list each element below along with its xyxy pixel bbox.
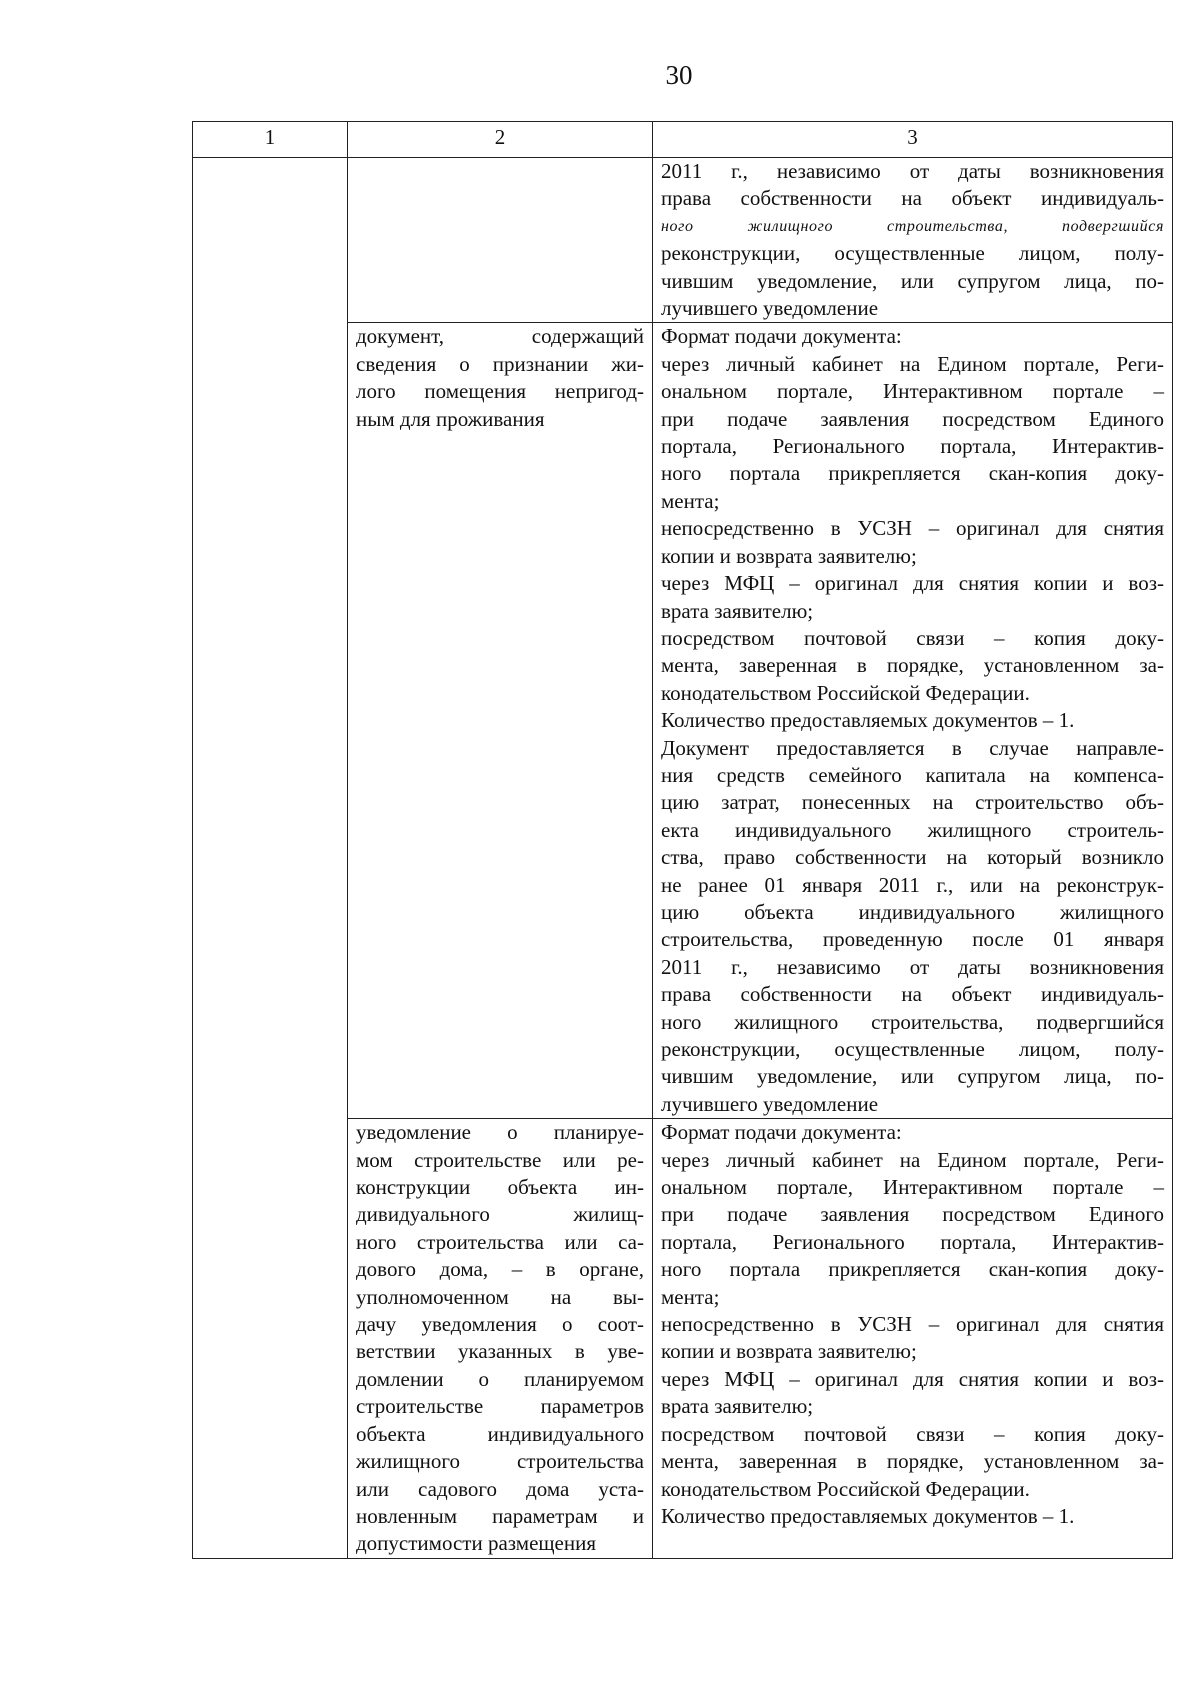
text-line: врата заявителю; — [661, 1394, 814, 1419]
text-line: через личный кабинет на Едином портале, Реги- — [661, 1147, 1164, 1172]
text-line: цию объекта индивидуального жилищного — [661, 899, 1164, 924]
text-line: ональном портале, Интерактивном портале – — [661, 379, 1164, 404]
text-line: непосредственно в УСЗН – оригинал для снятия — [661, 1312, 1164, 1337]
text-line: ным для проживания — [356, 406, 545, 431]
text-line: уведомление о планируе- — [356, 1120, 644, 1145]
text-line: новленным параметрам и — [356, 1503, 644, 1528]
text-line: чившим уведомление, или супругом лица, по- — [661, 1064, 1164, 1089]
text-line: лого помещения непригод- — [356, 379, 644, 404]
text-line: мента, заверенная в порядке, установленном за- — [661, 653, 1164, 678]
text-line: мента; — [661, 1284, 720, 1309]
text-line: мента, заверенная в порядке, установленном за- — [661, 1449, 1164, 1474]
text-line: ного жилищного строительства, подвергшийся — [661, 217, 1164, 235]
text-line: копии и возврата заявителю; — [661, 543, 917, 568]
text-line: лучившего уведомление — [661, 1091, 879, 1116]
text-line: при подаче заявления посредством Единого — [661, 1202, 1164, 1227]
text-line: дачу уведомления о соот- — [356, 1312, 644, 1337]
column-header-1: 1 — [193, 122, 348, 158]
text-line: посредством почтовой связи – копия доку- — [661, 625, 1164, 650]
text-line: или садового дома уста- — [356, 1476, 644, 1501]
text-line: ства, право собственности на который возникло — [661, 845, 1164, 870]
text-line: ветствии указанных в уве- — [356, 1339, 644, 1364]
text-line: 2011 г., независимо от даты возникновения — [661, 954, 1164, 979]
text-line: через МФЦ – оригинал для снятия копии и воз- — [661, 1366, 1164, 1391]
text-line: 2011 г., независимо от даты возникновения — [661, 159, 1164, 183]
text-line: лучившего уведомление — [661, 296, 879, 321]
text-line: дового дома, – в органе, — [356, 1257, 644, 1282]
text-line: права собственности на объект индивидуаль- — [661, 982, 1164, 1007]
row1-col3-cell — [653, 158, 1173, 323]
text-line: допустимости размещения — [356, 1531, 597, 1556]
row2-document-details-cell — [653, 323, 1173, 1119]
text-line: чившим уведомление, или супругом лица, по- — [661, 268, 1164, 293]
text-line: мом строительстве или ре- — [356, 1147, 644, 1172]
text-line: права собственности на объект индивидуаль- — [661, 186, 1164, 211]
page-number: 30 — [665, 60, 693, 90]
row3-document-details-cell — [653, 1119, 1173, 1559]
text-line: Документ предоставляется в случае направле- — [661, 735, 1164, 760]
text-line: портала, Регионального портала, Интерактив- — [661, 1229, 1164, 1254]
text-line: портала, Регионального портала, Интерактив- — [661, 434, 1164, 459]
text-line: конодательством Российской Федерации. — [661, 680, 1030, 705]
text-line: посредством почтовой связи – копия доку- — [661, 1421, 1164, 1446]
text-line: через МФЦ – оригинал для снятия копии и воз- — [661, 571, 1164, 596]
column-header-2: 2 — [348, 122, 653, 158]
text-line: объекта индивидуального — [356, 1421, 644, 1446]
text-line: Формат подачи документа: — [661, 1120, 902, 1145]
text-line: строительства, проведенную после 01 января — [661, 927, 1164, 952]
text-line: реконструкции, осуществленные лицом, полу- — [661, 1037, 1164, 1061]
row3-document-name-cell — [348, 1119, 653, 1559]
text-line: документ, содержащий — [356, 324, 644, 349]
text-line: Количество предоставляемых документов – 1. — [661, 708, 1075, 733]
text-line: реконструкции, осуществленные лицом, полу- — [661, 241, 1164, 266]
requirements-table — [192, 121, 1173, 1559]
text-line: через личный кабинет на Едином портале, Реги- — [661, 351, 1164, 376]
text-line: не ранее 01 января 2011 г., или на реконструк- — [661, 872, 1164, 897]
row2-document-name-cell — [348, 323, 653, 1119]
column-1-cell — [193, 158, 348, 1559]
table-header-row — [193, 122, 1173, 158]
text-line: копии и возврата заявителю; — [661, 1339, 917, 1364]
text-line: ния средств семейного капитала на компенса- — [661, 762, 1164, 787]
text-line: врата заявителю; — [661, 598, 814, 623]
table-row — [193, 158, 1173, 323]
text-line: Количество предоставляемых документов – 1. — [661, 1503, 1075, 1528]
text-line: Формат подачи документа: — [661, 324, 902, 349]
text-line: при подаче заявления посредством Единого — [661, 406, 1164, 431]
text-line: ональном портале, Интерактивном портале – — [661, 1175, 1164, 1200]
text-line: дивидуального жилищ- — [356, 1202, 644, 1227]
text-line: домлении о планируемом — [356, 1366, 644, 1391]
text-line: уполномоченном на вы- — [356, 1284, 644, 1309]
text-line: сведения о признании жи- — [356, 351, 644, 376]
text-line: конодательством Российской Федерации. — [661, 1476, 1030, 1501]
text-line: ного строительства или са- — [356, 1229, 644, 1254]
text-line: екта индивидуального жилищного строитель- — [661, 817, 1164, 842]
text-line: мента; — [661, 488, 720, 513]
text-line: конструкции объекта ин- — [356, 1175, 644, 1200]
text-line: ного жилищного строительства, подвергшийся — [661, 1009, 1164, 1034]
row1-col2-cell — [348, 158, 653, 323]
column-header-3: 3 — [653, 122, 1173, 158]
text-line: цию затрат, понесенных на строительство объ- — [661, 790, 1164, 815]
text-line: жилищного строительства — [356, 1449, 644, 1474]
text-line: ного портала прикрепляется скан-копия доку- — [661, 461, 1164, 486]
text-line: ного портала прикрепляется скан-копия доку- — [661, 1257, 1164, 1282]
text-line: непосредственно в УСЗН – оригинал для снятия — [661, 516, 1164, 541]
text-line: строительстве параметров — [356, 1394, 644, 1419]
